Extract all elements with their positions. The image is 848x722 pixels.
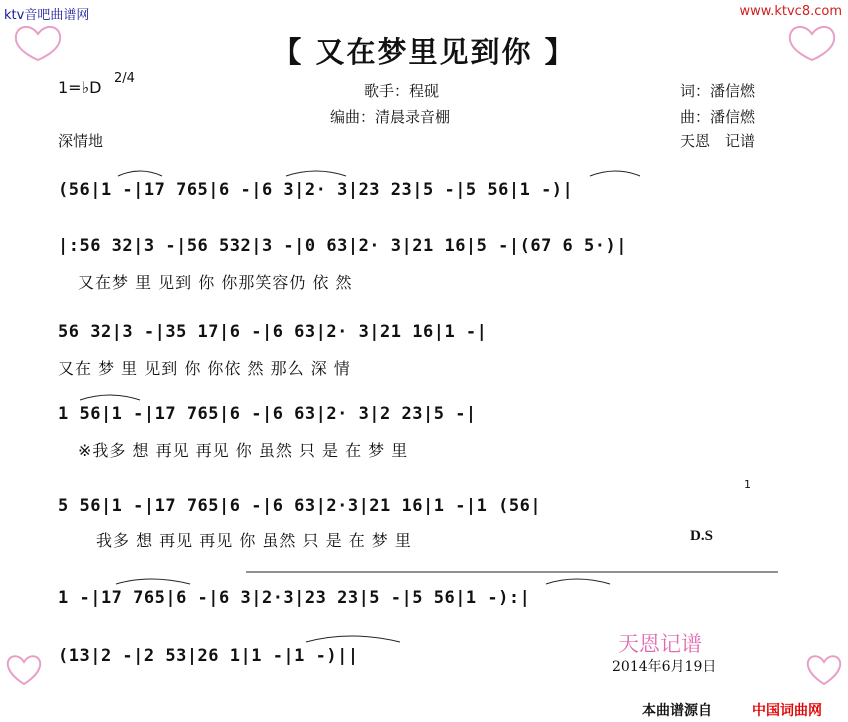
lyrics-line-4: ※我多 想 再见 再见 你 虽然 只 是 在 梦 里 bbox=[78, 441, 409, 460]
time-signature-value: 2/4 bbox=[114, 71, 135, 86]
source-label: 本曲谱源自 bbox=[642, 703, 712, 719]
staff-line-7: (13|2 -|2 53|26 1|1 -|1 -)|| bbox=[58, 646, 359, 666]
song-title: 【 又在梦里见到你 】 bbox=[272, 35, 576, 69]
lyrics-line-5: 我多 想 再见 再见 你 虽然 只 是 在 梦 里 bbox=[96, 531, 412, 550]
composer-credit: 曲：潘信燃 bbox=[680, 108, 756, 126]
singer-credit: 歌手：程砚 bbox=[364, 82, 440, 100]
watermark-right: www.ktvc8.com bbox=[739, 4, 842, 19]
lyricist-credit: 词：潘信燃 bbox=[680, 82, 756, 100]
expression-mark: 深情地 bbox=[58, 132, 104, 150]
transcriber-credit: 天恩 记谱 bbox=[680, 132, 756, 150]
brand-link[interactable]: 中国词曲网 bbox=[752, 703, 822, 719]
volta-bracket: 1 bbox=[744, 478, 751, 491]
lyrics-line-3: 又在 梦 里 见到 你 你依 然 那么 深 情 bbox=[58, 359, 351, 378]
lyrics-line-2: 又在梦 里 见到 你 你那笑容仍 依 然 bbox=[78, 273, 353, 292]
staff-line-5: 5 56|1 -|17 765|6 -|6 63|2·3|21 16|1 -|1 (56| bbox=[58, 496, 542, 516]
key-signature: 1=♭D bbox=[58, 78, 102, 97]
staff-line-4: 1 56|1 -|17 765|6 -|6 63|2· 3|2 23|5 -| bbox=[58, 404, 477, 424]
transcription-date: 2014年6月19日 bbox=[612, 659, 717, 675]
arranger-credit: 编曲：清晨录音棚 bbox=[330, 108, 451, 126]
transcriber-signature: 天恩记谱 bbox=[618, 632, 702, 656]
staff-line-3: 56 32|3 -|35 17|6 -|6 63|2· 3|21 16|1 -| bbox=[58, 322, 488, 342]
staff-line-1: (56|1 -|17 765|6 -|6 3|2· 3|23 23|5 -|5 56|1 -)| bbox=[58, 180, 574, 200]
staff-line-6: 1 -|17 765|6 -|6 3|2·3|23 23|5 -|5 56|1 -):| bbox=[58, 588, 531, 608]
ds-mark: D.S bbox=[690, 528, 713, 544]
watermark-left: ktv音吧曲谱网 bbox=[4, 8, 90, 23]
staff-line-2: |:56 32|3 -|56 532|3 -|0 63|2· 3|21 16|5 -|(67 6 5·)| bbox=[58, 236, 627, 256]
